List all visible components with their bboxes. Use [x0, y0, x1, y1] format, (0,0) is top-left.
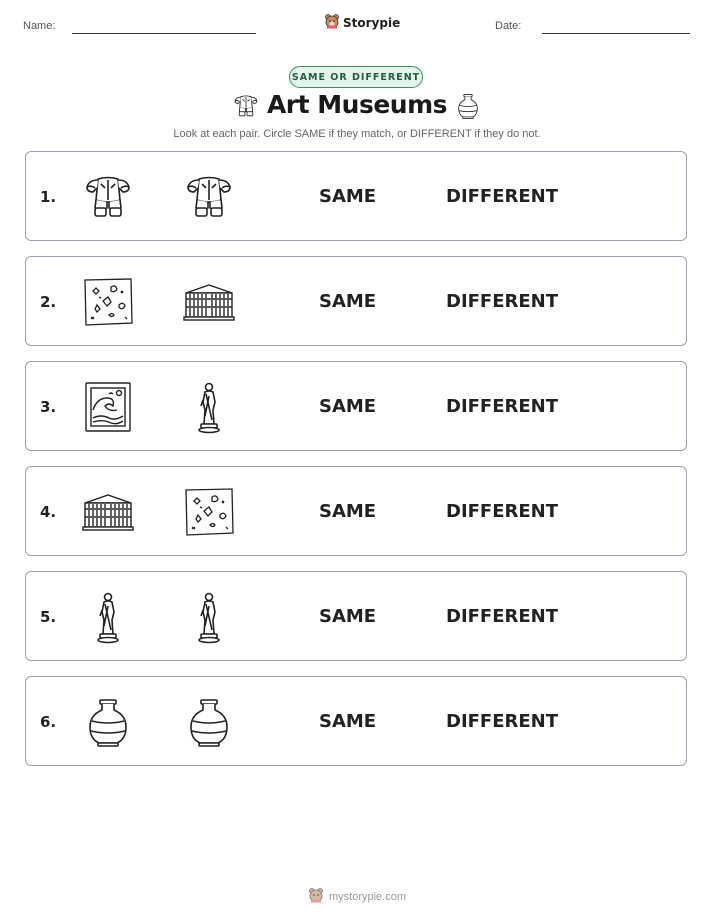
instructions: Look at each pair. Circle SAME if they match, or DIFFERENT if they do not.: [173, 128, 541, 140]
museum-building-icon: [182, 275, 236, 329]
different-option[interactable]: DIFFERENT: [446, 501, 559, 522]
museum-building-icon: [81, 485, 135, 539]
question-row-3: [25, 361, 687, 451]
question-number: 2.: [40, 293, 57, 311]
question-number: 6.: [40, 713, 57, 731]
storypie-bear-icon: [324, 13, 340, 32]
activity-badge: SAME OR DIFFERENT: [289, 66, 423, 88]
vase-icon: [81, 695, 135, 749]
question-row-5: [25, 571, 687, 661]
page-title: Art Museums: [266, 90, 448, 119]
brand-name: Storypie: [343, 15, 401, 30]
statue-icon: [182, 380, 236, 434]
different-option[interactable]: DIFFERENT: [446, 396, 559, 417]
statue-icon: [182, 590, 236, 644]
same-option[interactable]: SAME: [319, 711, 377, 732]
framed-wave-painting-icon: [81, 380, 135, 434]
different-option[interactable]: DIFFERENT: [446, 711, 559, 732]
storypie-bear-icon: [308, 887, 324, 906]
question-row-4: [25, 466, 687, 556]
abstract-painting-icon: [81, 275, 135, 329]
vase-icon: [182, 695, 236, 749]
same-option[interactable]: SAME: [319, 606, 377, 627]
same-option[interactable]: SAME: [319, 186, 377, 207]
vase-icon: [454, 92, 482, 124]
same-option[interactable]: SAME: [319, 291, 377, 312]
different-option[interactable]: DIFFERENT: [446, 606, 559, 627]
brand-logo: [324, 13, 400, 32]
footer: [0, 887, 714, 906]
date-line[interactable]: [542, 33, 690, 34]
name-label: Name:: [23, 20, 56, 32]
name-line[interactable]: [72, 33, 256, 34]
abstract-painting-icon: [182, 485, 236, 539]
statue-icon: [81, 590, 135, 644]
question-number: 4.: [40, 503, 57, 521]
question-row-6: [25, 676, 687, 766]
footer-url[interactable]: mystorypie.com: [328, 890, 407, 903]
armor-icon: [81, 170, 135, 224]
date-label: Date:: [495, 20, 522, 32]
question-number: 1.: [40, 188, 57, 206]
different-option[interactable]: DIFFERENT: [446, 291, 559, 312]
different-option[interactable]: DIFFERENT: [446, 186, 559, 207]
same-option[interactable]: SAME: [319, 501, 377, 522]
question-row-1: [25, 151, 687, 241]
same-option[interactable]: SAME: [319, 396, 377, 417]
armor-icon: [182, 170, 236, 224]
question-number: 5.: [40, 608, 57, 626]
question-number: 3.: [40, 398, 57, 416]
question-row-2: [25, 256, 687, 346]
